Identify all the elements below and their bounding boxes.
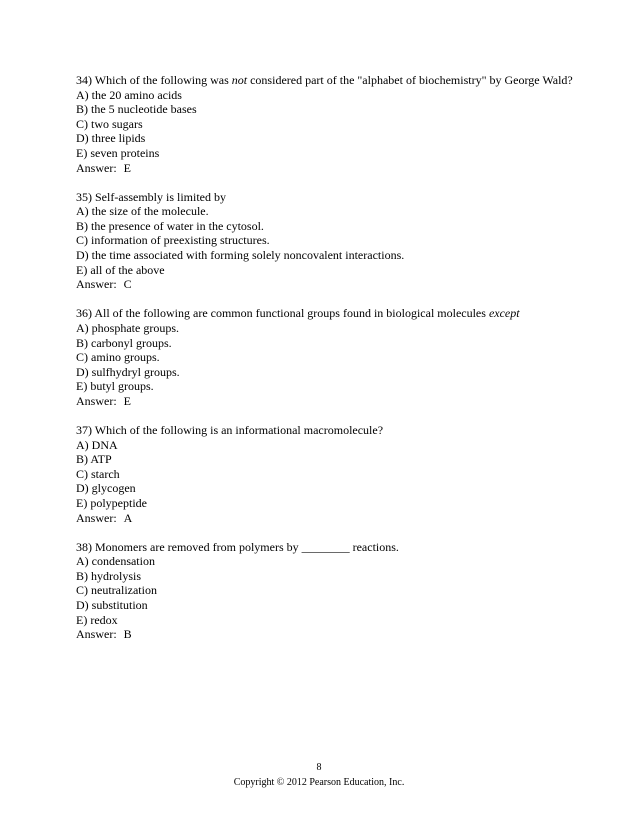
question-stem <box>76 423 576 438</box>
option-b: B) carbonyl groups. <box>76 335 172 350</box>
page-number: 8 <box>316 762 322 773</box>
option-c: C) amino groups. <box>76 350 160 365</box>
answer-value: C <box>123 277 132 292</box>
option-c: C) information of preexisting structures. <box>76 233 270 248</box>
stem-text: Which of the following was <box>94 73 232 87</box>
question-stem <box>76 190 576 205</box>
option-a: A) the size of the molecule. <box>76 204 209 219</box>
option-d: D) substitution <box>76 598 148 612</box>
stem-text: All of the following are common functional groups found in biological molecules <box>94 306 489 321</box>
option-c: C) two sugars <box>76 116 143 131</box>
copyright-notice: Copyright © 2012 Pearson Education, Inc. <box>233 777 405 788</box>
option-e: E) redox <box>76 612 118 627</box>
option-d: D) the time associated with forming solely noncovalent interactions. <box>76 248 405 263</box>
stem-text: Self-assembly is limited by <box>95 189 226 204</box>
answer-label: Answer: <box>76 393 117 408</box>
option-b: B) hydrolysis <box>76 568 142 583</box>
stem-text: Monomers are removed from polymers by ________ reactions. <box>95 539 399 554</box>
option-d: D) sulfhydryl groups. <box>76 364 180 379</box>
option-c: C) starch <box>76 466 120 481</box>
stem-emphasis: not <box>231 73 248 87</box>
stem-emphasis: except <box>488 306 520 321</box>
option-a: A) the 20 amino acids <box>76 87 182 102</box>
question-stem <box>76 306 576 321</box>
option-c: C) neutralization <box>76 583 157 598</box>
option-a: A) phosphate groups. <box>76 320 179 335</box>
question-stem <box>76 73 576 88</box>
option-a: A) DNA <box>76 437 118 452</box>
option-e: E) butyl groups. <box>76 379 154 394</box>
question-35 <box>76 190 576 292</box>
stem-text-end: considered part of the "alphabet of biochemistry" by George Wald? <box>247 73 573 87</box>
answer-label: Answer: <box>76 510 117 525</box>
answer-line <box>76 511 576 526</box>
question-number: 34) <box>76 73 92 87</box>
answer-value: A <box>123 510 133 525</box>
answer-line <box>76 277 576 292</box>
answer-value: E <box>123 393 132 408</box>
option-b: B) the 5 nucleotide bases <box>76 102 197 117</box>
question-38 <box>76 540 576 642</box>
question-stem <box>76 540 576 555</box>
question-number: 38) <box>76 539 92 554</box>
option-b: B) the presence of water in the cytosol. <box>76 218 264 233</box>
question-number: 37) <box>76 422 92 437</box>
answer-label: Answer: <box>76 627 117 642</box>
option-e: E) seven proteins <box>76 145 160 160</box>
question-34 <box>76 73 576 175</box>
question-36 <box>76 306 576 408</box>
answer-line <box>76 394 576 409</box>
question-number: 36) <box>76 306 92 321</box>
option-e: E) all of the above <box>76 262 165 277</box>
option-d: D) three lipids <box>76 131 146 146</box>
answer-value: B <box>123 627 132 642</box>
option-e: E) polypeptide <box>76 495 147 510</box>
question-number: 35) <box>76 189 92 204</box>
option-d: D) glycogen <box>76 481 136 496</box>
question-list <box>76 73 576 656</box>
question-37 <box>76 423 576 525</box>
option-b: B) ATP <box>76 452 112 467</box>
answer-line <box>76 627 576 642</box>
answer-value: E <box>123 160 132 175</box>
answer-label: Answer: <box>76 160 117 175</box>
option-a: A) condensation <box>76 554 155 569</box>
stem-text: Which of the following is an informational macromolecule? <box>94 422 384 437</box>
answer-line <box>76 161 576 176</box>
answer-label: Answer: <box>76 277 117 292</box>
